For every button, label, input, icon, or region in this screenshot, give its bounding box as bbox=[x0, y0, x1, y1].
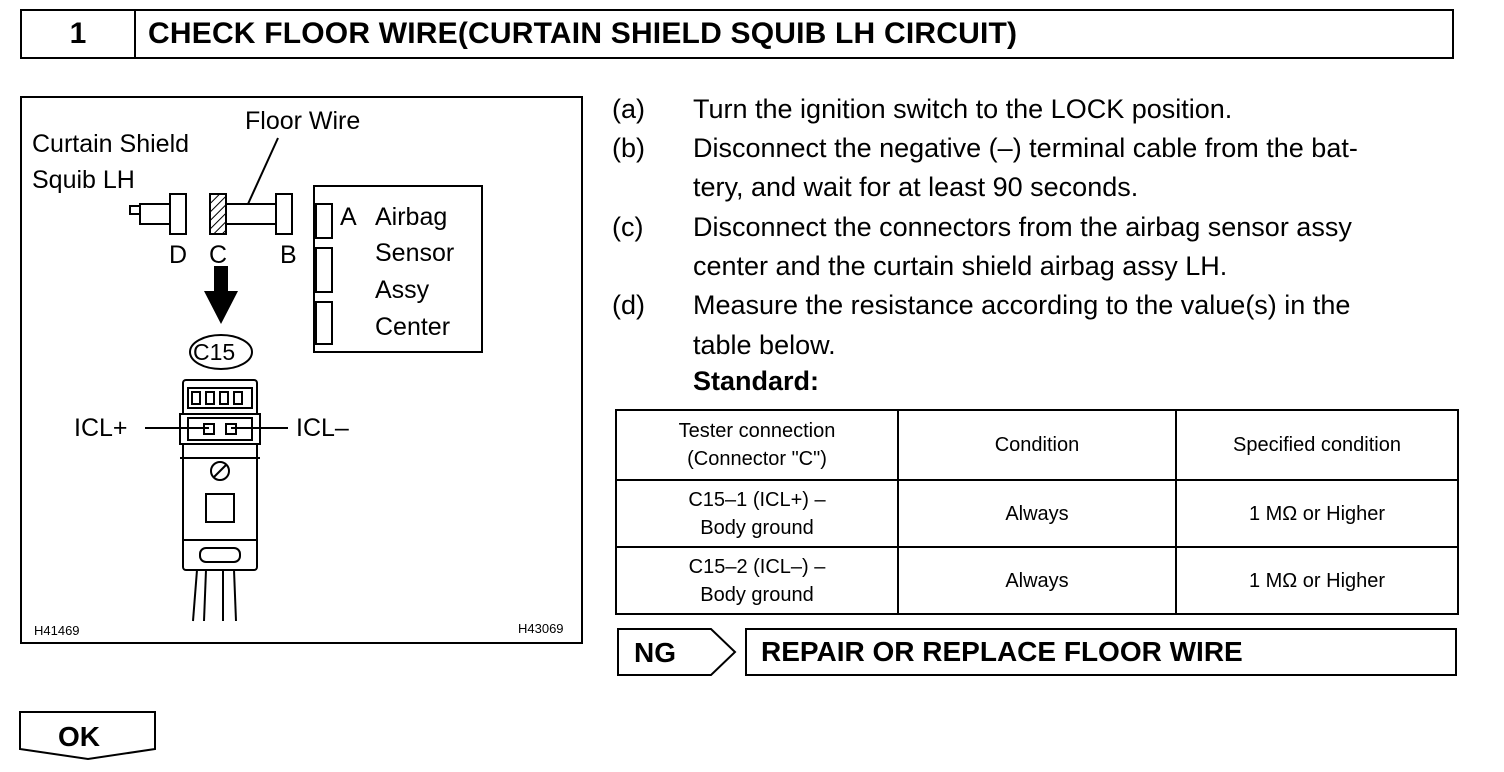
cell-connection bbox=[616, 547, 898, 614]
ng-action-box bbox=[745, 628, 1457, 676]
header-tester-connection bbox=[616, 410, 898, 480]
step-d-line2: table below. bbox=[693, 330, 836, 360]
connector-d-label: D bbox=[169, 241, 188, 269]
connector-a-label: A bbox=[340, 203, 357, 231]
header-tester-connection-line1: Tester connection bbox=[678, 420, 836, 442]
spec-table bbox=[615, 409, 1459, 615]
squib-lh-label: Squib LH bbox=[32, 166, 135, 194]
step-b-line1: Disconnect the negative (–) terminal cable from the bat- bbox=[693, 133, 1358, 163]
cell-connection-line2: Body ground bbox=[700, 583, 814, 606]
ok-label: OK bbox=[58, 721, 100, 752]
icl-plus-label: ICL+ bbox=[74, 414, 128, 442]
step-number: 1 bbox=[22, 11, 136, 57]
step-b-line2: tery, and wait for at least 90 seconds. bbox=[693, 172, 1139, 202]
cell-condition: Always bbox=[898, 480, 1176, 547]
center-label: Center bbox=[375, 313, 451, 341]
airbag-label: Airbag bbox=[375, 203, 448, 231]
connector-b-shape bbox=[276, 194, 292, 234]
step-d-letter: (d) bbox=[612, 290, 645, 320]
sensor-label: Sensor bbox=[375, 239, 455, 267]
figure-code-right: H43069 bbox=[518, 621, 564, 636]
header-tester-connection-line2: (Connector "C") bbox=[687, 448, 827, 470]
wiring-diagram bbox=[20, 96, 583, 644]
floor-wire-leader bbox=[248, 138, 278, 204]
connector-d-shape bbox=[130, 194, 186, 234]
ng-action-text: REPAIR OR REPLACE FLOOR WIRE bbox=[761, 636, 1243, 667]
floor-wire-body bbox=[226, 204, 276, 224]
cell-connection-line1: C15–2 (ICL–) – bbox=[688, 555, 826, 578]
step-title: CHECK FLOOR WIRE(CURTAIN SHIELD SQUIB LH CIRCUIT) bbox=[148, 17, 1018, 50]
cell-connection bbox=[616, 480, 898, 547]
assy-label: Assy bbox=[375, 276, 430, 304]
connector-face-drawing bbox=[180, 380, 260, 621]
header-condition: Condition bbox=[898, 410, 1176, 480]
connector-c-shape bbox=[210, 194, 226, 234]
cell-specified: 1 MΩ or Higher bbox=[1176, 480, 1458, 547]
cell-condition: Always bbox=[898, 547, 1176, 614]
standard-label: Standard: bbox=[693, 366, 820, 396]
curtain-shield-label: Curtain Shield bbox=[32, 130, 190, 158]
cell-connection-line2: Body ground bbox=[700, 516, 814, 539]
down-arrow-icon bbox=[204, 266, 238, 324]
step-a-letter: (a) bbox=[612, 94, 645, 124]
table-row bbox=[616, 480, 1458, 547]
step-c-letter: (c) bbox=[612, 212, 644, 242]
step-c-line2: center and the curtain shield airbag assy LH. bbox=[693, 251, 1228, 281]
step-a-text: Turn the ignition switch to the LOCK position. bbox=[693, 94, 1233, 124]
connector-b-label: B bbox=[280, 241, 297, 269]
step-b-letter: (b) bbox=[612, 133, 645, 163]
step-header bbox=[20, 9, 1454, 59]
table-row bbox=[616, 547, 1458, 614]
figure-code-left: H41469 bbox=[34, 623, 80, 638]
ng-label: NG bbox=[634, 637, 676, 668]
table-header-row bbox=[616, 410, 1458, 480]
cell-specified: 1 MΩ or Higher bbox=[1176, 547, 1458, 614]
connector-c-label: C bbox=[209, 241, 228, 269]
icl-minus-label: ICL– bbox=[296, 414, 349, 442]
step-d-line1: Measure the resistance according to the value(s) in the bbox=[693, 290, 1351, 320]
header-specified-condition: Specified condition bbox=[1176, 410, 1458, 480]
floor-wire-label: Floor Wire bbox=[245, 107, 361, 135]
c15-label: C15 bbox=[193, 339, 236, 365]
step-c-line1: Disconnect the connectors from the airbag sensor assy bbox=[693, 212, 1352, 242]
cell-connection-line1: C15–1 (ICL+) – bbox=[688, 488, 826, 511]
